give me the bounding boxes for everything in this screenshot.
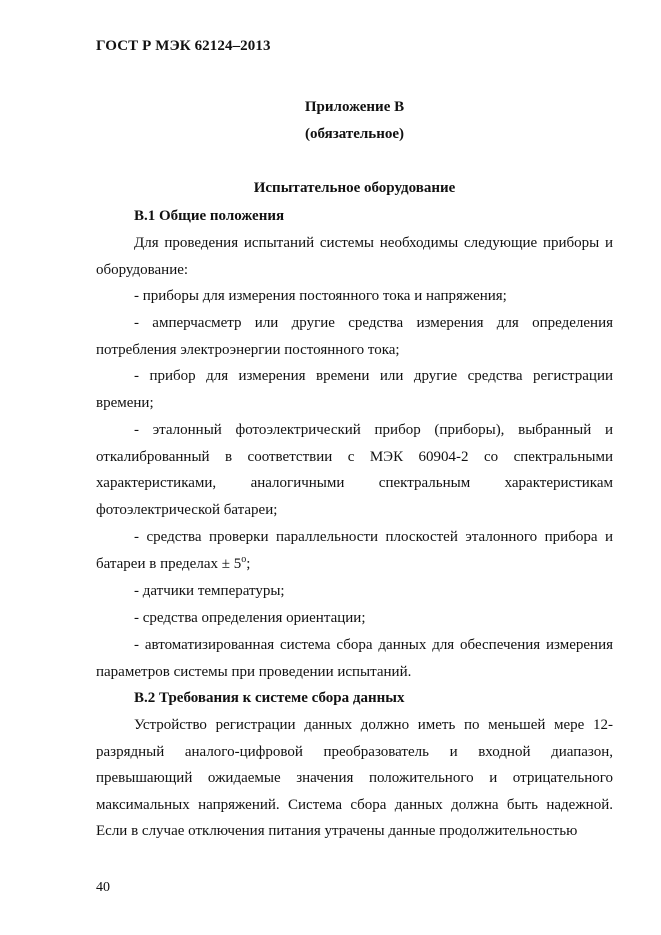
list-item: - прибор для измерения времени или другие средства регистрации времени; bbox=[96, 368, 613, 411]
parallel-item-tail: ; bbox=[246, 555, 251, 572]
list-item: - приборы для измерения постоянного тока и напряжения; bbox=[134, 288, 507, 304]
appendix-status: (обязательное) bbox=[304, 126, 405, 142]
section-1-heading: В.1 Общие положения bbox=[134, 208, 285, 224]
list-item: - датчики температуры; bbox=[134, 583, 285, 599]
section-2-heading: В.2 Требования к системе сбора данных bbox=[134, 690, 405, 706]
appendix-title: Приложение В bbox=[304, 99, 405, 115]
list-item: - средства определения ориентации; bbox=[134, 610, 366, 626]
page-number: 40 bbox=[96, 880, 110, 895]
list-item: - автоматизированная система сбора данных для обеспечения измерения параметров системы при проведении испытаний. bbox=[96, 637, 613, 680]
appendix-subject: Испытательное оборудование bbox=[253, 180, 456, 196]
parallel-item-text: - средства проверки параллельности плоскостей эталонного прибора и батареи в пределах ± 5 bbox=[96, 529, 613, 572]
list-item-parallel bbox=[96, 524, 613, 577]
list-item: - эталонный фотоэлектрический прибор (приборы), выбранный и откалиброванный в соответствии с МЭК 60904-2 со спектральными характеристиками, аналогичными спектральным характеристикам фотоэлектрической батареи; bbox=[96, 422, 613, 518]
list-item: - амперчасметр или другие средства измерения для определения потребления электроэнергии постоянного тока; bbox=[96, 315, 613, 358]
section-2-text: Устройство регистрации данных должно иметь по меньшей мере 12-разрядный аналого-цифровой преобразователь и входной диапазон, превышающий ожидаемые значения положительного и отрицательного максимальных напряжений. Система сбора данных должна быть надежной. Если в случае отключения питания утрачены данные продолжительностью bbox=[96, 717, 613, 839]
standard-header: ГОСТ Р МЭК 62124–2013 bbox=[96, 38, 271, 54]
degree-mark: о bbox=[241, 553, 247, 565]
section-1-intro: Для проведения испытаний системы необходимы следующие приборы и оборудование: bbox=[96, 235, 613, 278]
